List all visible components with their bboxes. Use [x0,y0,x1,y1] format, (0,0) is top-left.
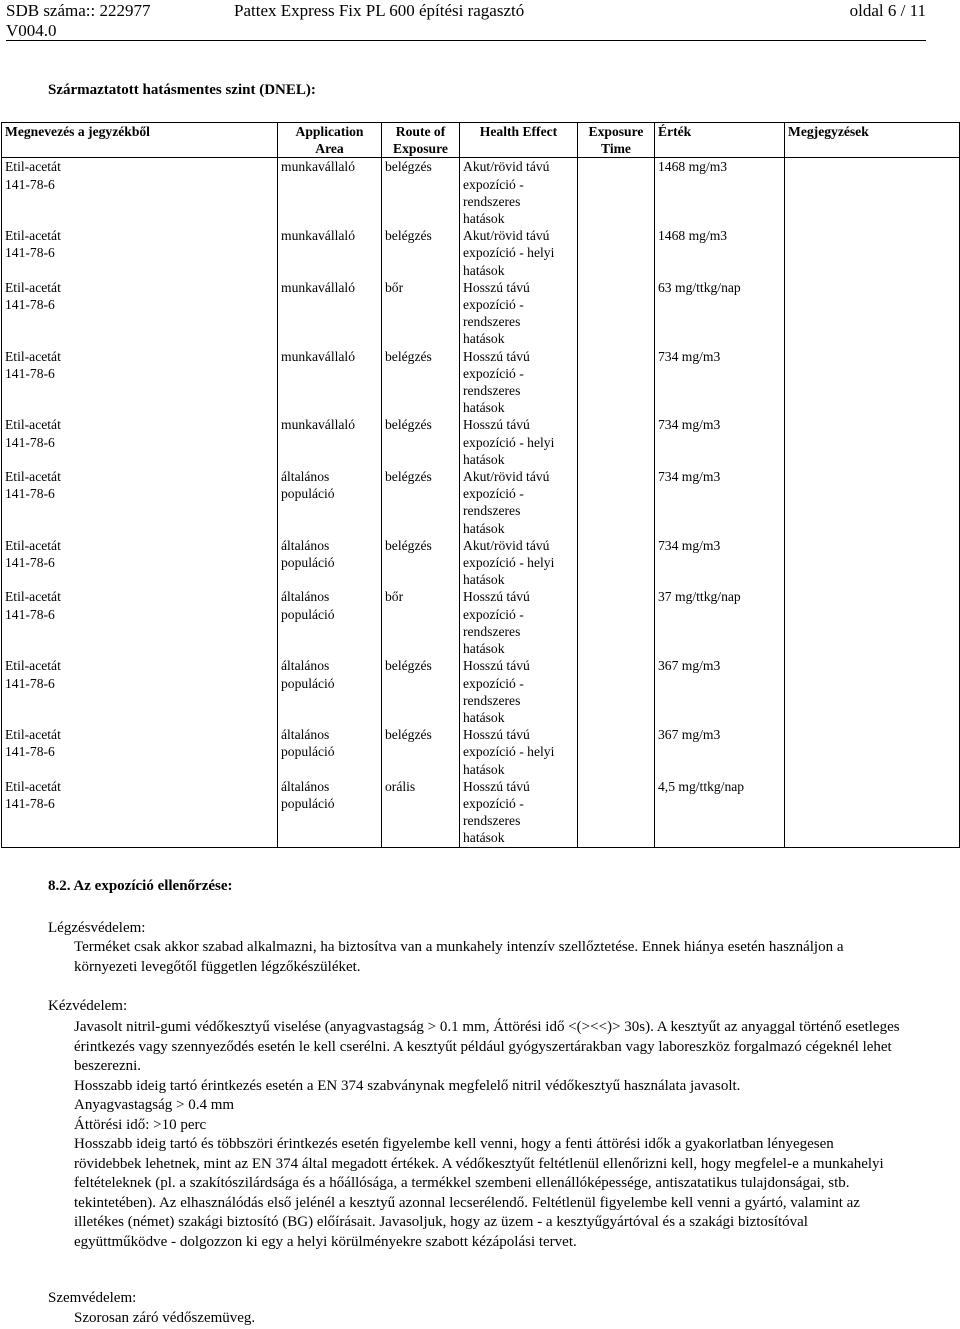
table-row [2,537,960,589]
cell-substance: Etil-acetát 141-78-6 [2,416,278,468]
cell-area: munkavállaló [278,279,382,348]
cell-remarks [785,348,960,417]
cell-route: belégzés [382,726,460,778]
hand-paragraph: Javasolt nitril-gumi védőkesztyű viselése (anyagvastagság > 0.1 mm, Áttörési idő <(><<)> 30s). A kesztyűt az anyaggal történő esetleges érintkezés vagy szennyeződés esetén le kell cserélni. A kesztyűt például gyógyszertárakban vagy laboreszköz forgalmazó cégeknél lehet beszerezni. [74,1019,900,1074]
col-header-time: Exposure Time [578,123,655,158]
cell-remarks [785,588,960,657]
cell-time [578,227,655,279]
cell-time [578,158,655,227]
cell-value: 734 mg/m3 [655,348,785,417]
table-row [2,726,960,778]
table-row [2,348,960,417]
cell-time [578,348,655,417]
cell-remarks [785,537,960,589]
cell-area: általános populáció [278,778,382,847]
cell-remarks [785,726,960,778]
table-row [2,588,960,657]
cell-effect: Hosszú távú expozíció - rendszeres hatások [460,588,578,657]
cell-time [578,537,655,589]
cell-substance: Etil-acetát 141-78-6 [2,778,278,847]
cell-remarks [785,158,960,227]
cell-effect: Hosszú távú expozíció - rendszeres hatások [460,279,578,348]
cell-area: munkavállaló [278,227,382,279]
col-header-area: Application Area [278,123,382,158]
hand-paragraph: Hosszabb ideig tartó és többszöri érintkezés esetén figyelembe kell venni, hogy a fenti áttörési idők a gyakorlatban lényegesen rövidebbek lehetnek, mint az EN 374 által megadott értékek. A védőkesztyűt feltétlenül ellenőrizni kell, hogy megfelel-e a munkahelyi feltételeknek (pl. a szakítószilárdsága és a hőállósága, a termékkel szembeni ellenállóképessége, antiszatatikus tulajdonságai, stb. tekintetében). Az elhasználódás első jelénél a kesztyű azonnal lecserélendő. Feltétlenül figyelembe kell venni a gyártó, valamint az illetékes (német) szakági biztosító (BG) előírásait. Javasoljuk, hogy az üzem - a kesztyűgyártóval és a szakági biztosítóval együttműködve - dolgozzon ki egy a helyi körülményekre szabott kézápolási tervet. [74,1136,884,1250]
cell-time [578,778,655,847]
table-row [2,468,960,537]
cell-remarks [785,468,960,537]
cell-remarks [785,227,960,279]
cell-time [578,279,655,348]
hand-paragraph: Hosszabb ideig tartó érintkezés esetén a EN 374 szabványnak megfelelő nitril védőkesztyű használata javasolt. [74,1077,741,1094]
cell-effect: Hosszú távú expozíció - rendszeres hatások [460,657,578,726]
cell-effect: Hosszú távú expozíció - helyi hatások [460,726,578,778]
cell-value: 4,5 mg/ttkg/nap [655,778,785,847]
cell-route: bőr [382,588,460,657]
cell-time [578,588,655,657]
page-header [6,0,926,40]
cell-area: munkavállaló [278,158,382,227]
cell-area: általános populáció [278,588,382,657]
cell-route: belégzés [382,158,460,227]
cell-effect: Hosszú távú expozíció - rendszeres hatások [460,778,578,847]
cell-route: belégzés [382,468,460,537]
col-header-remarks: Megjegyzések [785,123,960,158]
cell-substance: Etil-acetát 141-78-6 [2,726,278,778]
cell-route: bőr [382,279,460,348]
hand-heading: Kézvédelem: [48,998,128,1014]
cell-route: belégzés [382,227,460,279]
respiratory-heading: Légzésvédelem: [48,920,146,936]
cell-area: általános populáció [278,468,382,537]
cell-value: 63 mg/ttkg/nap [655,279,785,348]
cell-value: 367 mg/m3 [655,726,785,778]
page-number: oldal 6 / 11 [849,1,926,20]
table-row [2,416,960,468]
cell-effect: Akut/rövid távú expozíció - helyi hatások [460,537,578,589]
cell-time [578,657,655,726]
cell-effect: Hosszú távú expozíció - rendszeres hatások [460,348,578,417]
cell-substance: Etil-acetát 141-78-6 [2,657,278,726]
cell-route: belégzés [382,416,460,468]
sdb-number: SDB száma:: 222977 [6,1,151,20]
cell-time [578,726,655,778]
table-row [2,657,960,726]
cell-value: 367 mg/m3 [655,657,785,726]
cell-substance: Etil-acetát 141-78-6 [2,227,278,279]
cell-effect: Akut/rövid távú expozíció - helyi hatások [460,227,578,279]
col-header-value: Érték [655,123,785,158]
table-row [2,778,960,847]
hand-text [74,1018,904,1252]
cell-effect: Akut/rövid távú expozíció - rendszeres hatások [460,158,578,227]
cell-area: általános populáció [278,657,382,726]
cell-value: 37 mg/ttkg/nap [655,588,785,657]
respiratory-text: Terméket csak akkor szabad alkalmazni, ha biztosítva van a munkahely intenzív szellőztetése. Ennek hiánya esetén használjon a környezeti levegőtől független légzőkészüléket. [74,939,844,975]
table-row [2,227,960,279]
cell-remarks [785,657,960,726]
cell-value: 1468 mg/m3 [655,158,785,227]
table-header-row [2,123,960,158]
table-row [2,158,960,227]
cell-remarks [785,279,960,348]
cell-time [578,416,655,468]
cell-substance: Etil-acetát 141-78-6 [2,279,278,348]
cell-value: 734 mg/m3 [655,537,785,589]
cell-value: 734 mg/m3 [655,416,785,468]
cell-area: általános populáció [278,726,382,778]
cell-remarks [785,416,960,468]
table-row [2,279,960,348]
section-title: Származtatott hatásmentes szint (DNEL): [48,82,316,98]
cell-time [578,468,655,537]
eye-text: Szorosan záró védőszemüveg. [74,1310,256,1326]
hand-paragraph: Anyagvastagság > 0.4 mm [74,1097,235,1113]
cell-area: munkavállaló [278,416,382,468]
cell-value: 1468 mg/m3 [655,227,785,279]
cell-substance: Etil-acetát 141-78-6 [2,537,278,589]
cell-effect: Hosszú távú expozíció - helyi hatások [460,416,578,468]
version: V004.0 [6,21,57,40]
cell-area: munkavállaló [278,348,382,417]
cell-route: belégzés [382,657,460,726]
col-header-effect: Health Effect [460,123,578,158]
cell-value: 734 mg/m3 [655,468,785,537]
header-rule [6,40,926,41]
cell-area: általános populáció [278,537,382,589]
cell-route: orális [382,778,460,847]
cell-route: belégzés [382,537,460,589]
col-header-name: Megnevezés a jegyzékből [2,123,278,158]
cell-route: belégzés [382,348,460,417]
eye-heading: Szemvédelem: [48,1290,137,1306]
product-name: Pattex Express Fix PL 600 építési ragasztó [234,1,525,20]
cell-remarks [785,778,960,847]
cell-substance: Etil-acetát 141-78-6 [2,158,278,227]
cell-substance: Etil-acetát 141-78-6 [2,588,278,657]
section-8-2-title: 8.2. Az expozíció ellenőrzése: [48,878,233,894]
hand-paragraph: Áttörési idő: >10 perc [74,1116,207,1133]
cell-effect: Akut/rövid távú expozíció - rendszeres hatások [460,468,578,537]
cell-substance: Etil-acetát 141-78-6 [2,468,278,537]
dnel-table [1,122,960,848]
cell-substance: Etil-acetát 141-78-6 [2,348,278,417]
col-header-route: Route of Exposure [382,123,460,158]
